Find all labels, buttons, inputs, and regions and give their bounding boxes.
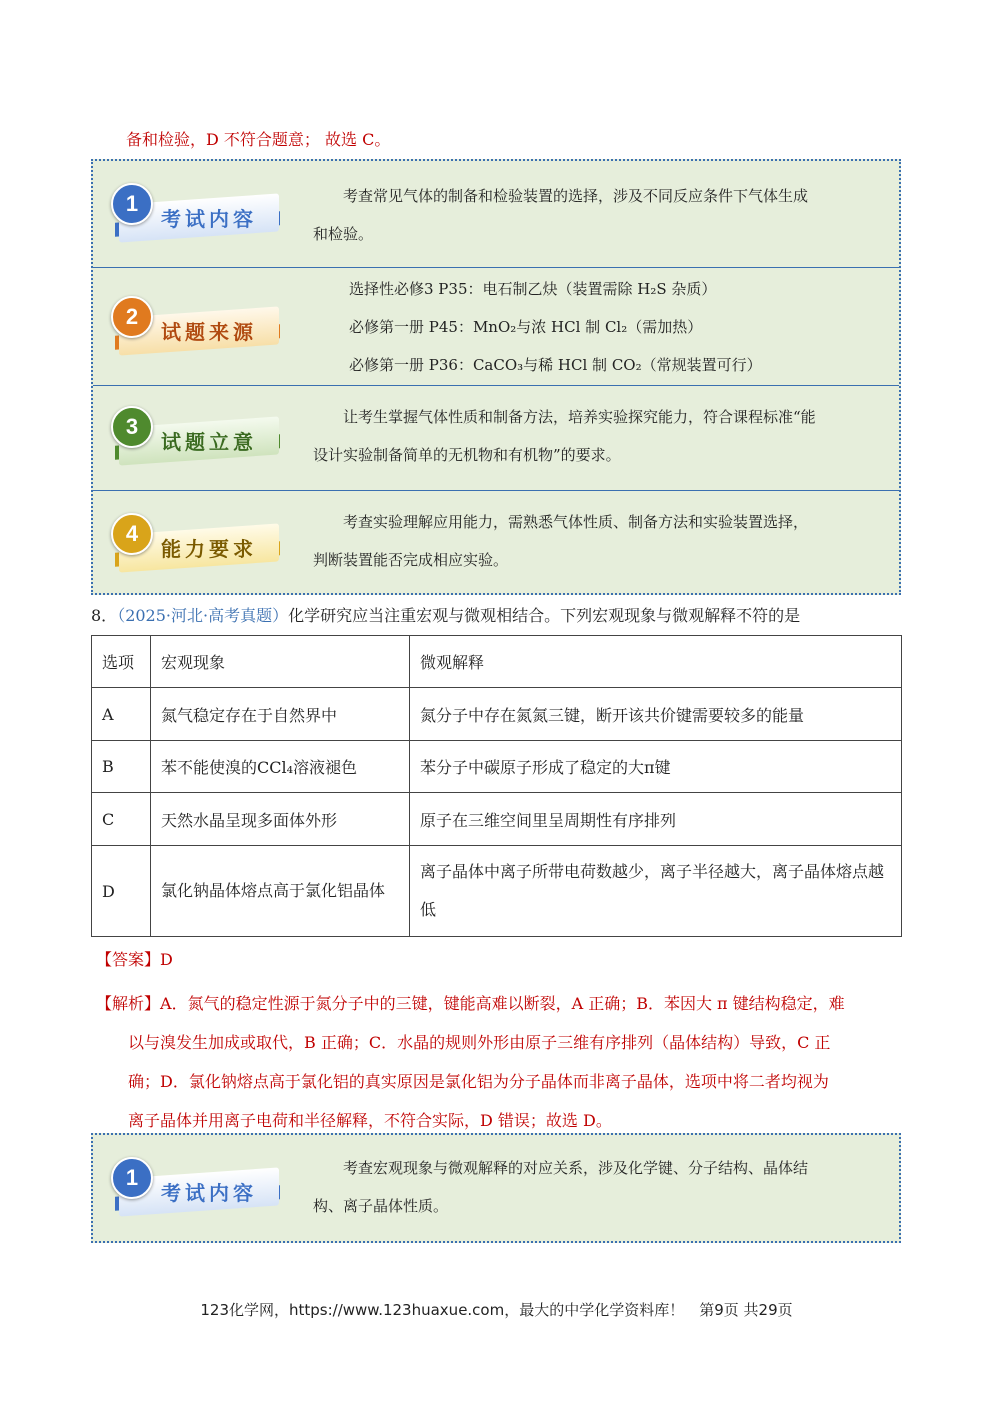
table-row (92, 846, 902, 937)
table-cell: 苯不能使溴的CCl₄溶液褪色 (151, 741, 410, 793)
badge-title: 能力要求 (161, 537, 257, 561)
row-text-line: 判断装置能否完成相应实验。 (313, 551, 509, 569)
analysis-line: 确；D．氯化钠熔点高于氯化铝的真实原因是氯化铝为分子晶体而非离子晶体，选项中将二者均视为 (128, 1072, 829, 1091)
table-header: 宏观现象 (151, 636, 410, 688)
badge-question-intent (111, 406, 281, 462)
page-footer: 123化学网，https://www.123huaxue.com，最大的中学化学资料库！ 第9页 共29页 (200, 1301, 793, 1319)
intro-line: 备和检验，D 不符合题意； 故选 C。 (126, 130, 391, 149)
question-stem: 化学研究应当注重宏观与微观相结合。下列宏观现象与微观解释不符的是 (288, 606, 801, 625)
table-cell: A (92, 688, 151, 741)
number-4-icon: 4 (111, 513, 153, 555)
box-row-ability-requirement (93, 491, 899, 593)
table-cell: 氮气稳定存在于自然界中 (151, 688, 410, 741)
table-row (92, 741, 902, 793)
info-box-1 (91, 159, 901, 595)
analysis-line: 离子晶体并用离子电荷和半径解释，不符合实际，D 错误；故选 D。 (128, 1111, 612, 1130)
options-table (91, 635, 902, 937)
badge-title: 试题立意 (161, 430, 257, 454)
row-text-line: 必修第一册 P45：MnO₂与浓 HCl 制 Cl₂（需加热） (349, 318, 703, 336)
answer-value: D (160, 950, 173, 969)
badge-title: 考试内容 (161, 1181, 257, 1205)
badge-title: 考试内容 (161, 207, 257, 231)
row-text-line: 构、离子晶体性质。 (313, 1197, 449, 1215)
row-text-line: 选择性必修3 P35：电石制乙炔（装置需除 H₂S 杂质） (349, 280, 717, 298)
table-cell: C (92, 793, 151, 846)
analysis-line: A．氮气的稳定性源于氮分子中的三键，键能高难以断裂，A 正确；B．苯因大 π 键结构稳定，难 (160, 994, 845, 1013)
table-header: 微观解释 (410, 636, 902, 688)
table-row (92, 793, 902, 846)
table-cell: 氯化钠晶体熔点高于氯化铝晶体 (151, 846, 410, 937)
number-1-icon: 1 (111, 183, 153, 225)
number-2-icon: 2 (111, 296, 153, 338)
row-text-line: 设计实验制备简单的无机物和有机物”的要求。 (313, 446, 621, 464)
table-cell: 氮分子中存在氮氮三键，断开该共价键需要较多的能量 (410, 688, 902, 741)
table-header-row (92, 636, 902, 688)
answer-line (96, 947, 173, 970)
row-text-line: 必修第一册 P36：CaCO₃与稀 HCl 制 CO₂（常规装置可行） (349, 356, 762, 374)
table-row (92, 688, 902, 741)
row-text-line: 考查常见气体的制备和检验装置的选择，涉及不同反应条件下气体生成 (343, 187, 809, 205)
question-number: 8． (91, 606, 118, 625)
badge-title: 试题来源 (161, 320, 257, 344)
row-text-line: 让考生掌握气体性质和制备方法，培养实验探究能力，符合课程标准“能 (343, 408, 816, 426)
table-cell: 天然水晶呈现多面体外形 (151, 793, 410, 846)
box-row-exam-content (93, 161, 899, 268)
badge-ability-requirement (111, 513, 281, 569)
number-1-icon: 1 (111, 1157, 153, 1199)
table-cell: 原子在三维空间里呈周期性有序排列 (410, 793, 902, 846)
badge-question-source (111, 296, 281, 352)
answer-label: 【答案】 (96, 950, 161, 969)
table-cell: B (92, 741, 151, 793)
table-cell: D (92, 846, 151, 937)
box-row-question-intent (93, 386, 899, 491)
analysis-block (96, 984, 906, 1140)
row-text-line: 和检验。 (313, 225, 374, 243)
badge-exam-content (111, 183, 281, 239)
number-3-icon: 3 (111, 406, 153, 448)
question-line (91, 603, 800, 626)
analysis-label: 【解析】 (96, 994, 161, 1013)
question-source: （2025·河北·高考真题） (117, 606, 289, 625)
row-text-line: 考查实验理解应用能力，需熟悉气体性质、制备方法和实验装置选择， (343, 513, 809, 531)
badge-exam-content (111, 1157, 281, 1213)
table-cell: 离子晶体中离子所带电荷数越少，离子半径越大，离子晶体熔点越低 (410, 846, 902, 937)
info-box-2 (91, 1133, 901, 1243)
box-row-question-source (93, 268, 899, 386)
row-text-line: 考查宏观现象与微观解释的对应关系，涉及化学键、分子结构、晶体结 (343, 1159, 809, 1177)
box-row-exam-content (93, 1135, 899, 1241)
table-header: 选项 (92, 636, 151, 688)
analysis-line: 以与溴发生加成或取代，B 正确；C．水晶的规则外形由原子三维有序排列（晶体结构）导致，C 正 (128, 1033, 831, 1052)
table-cell: 苯分子中碳原子形成了稳定的大π键 (410, 741, 902, 793)
